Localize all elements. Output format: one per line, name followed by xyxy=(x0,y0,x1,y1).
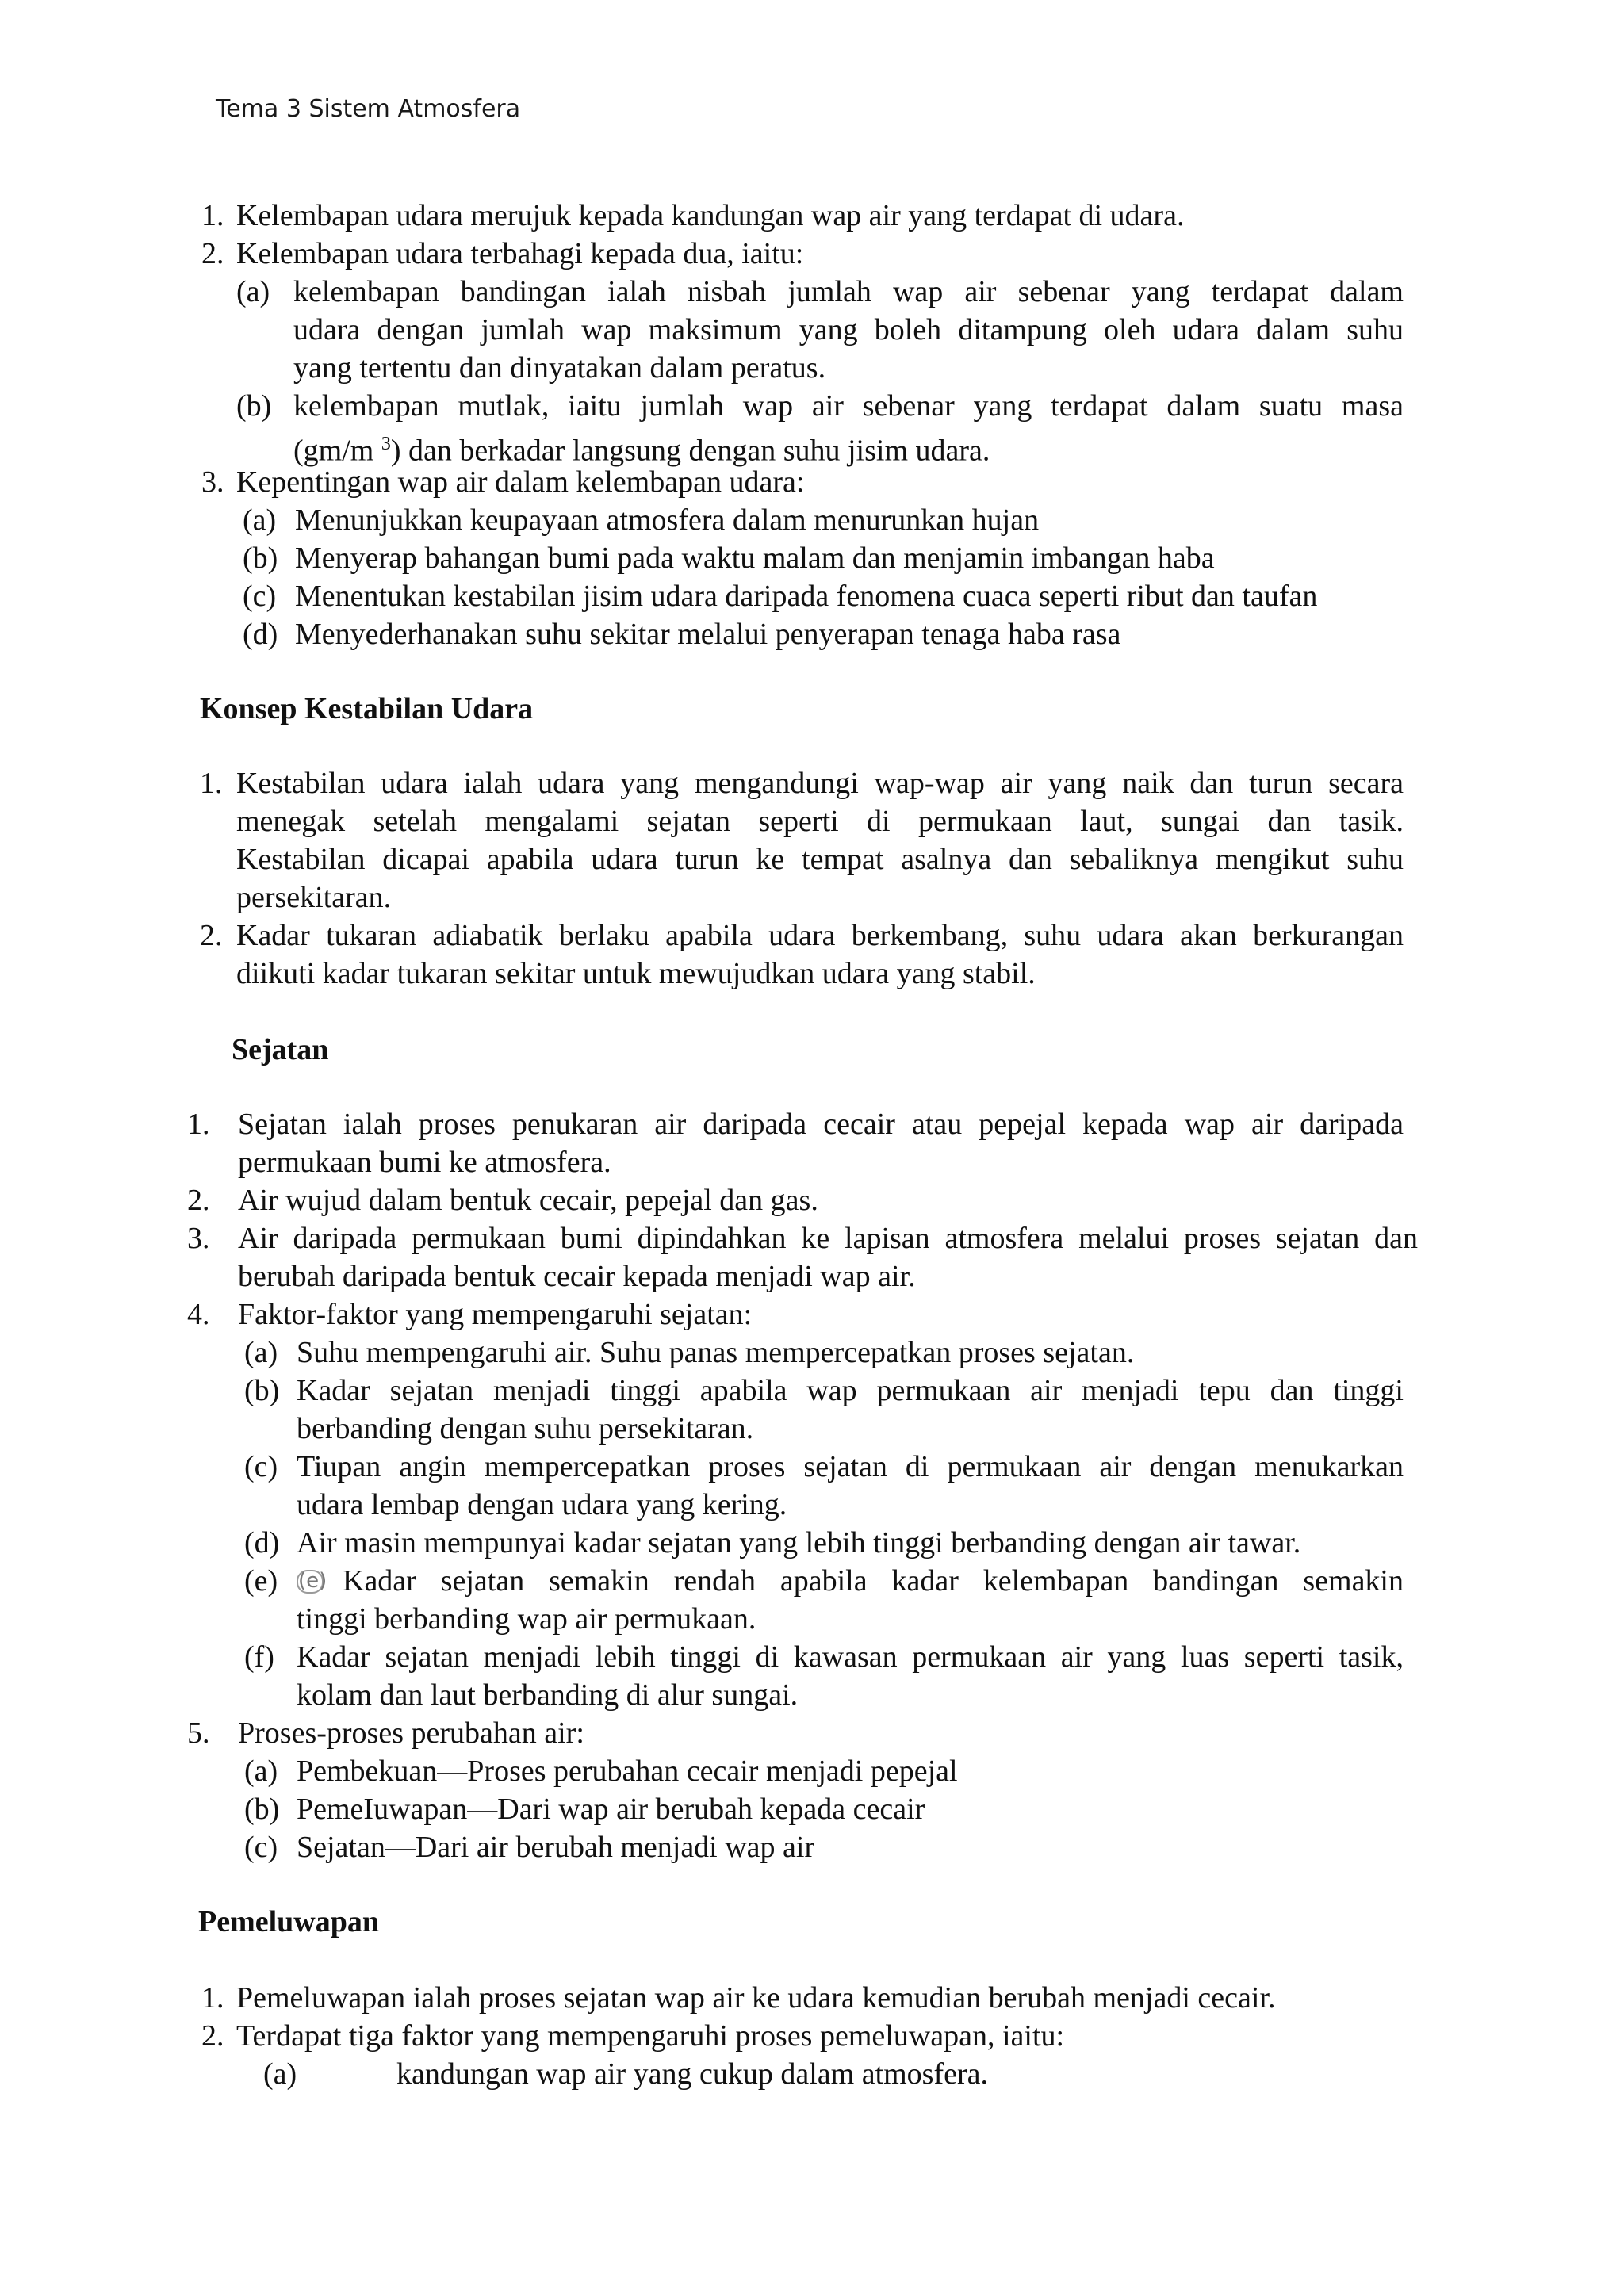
sub-label: (d) xyxy=(244,1526,280,1559)
e-label-icon: (e) xyxy=(298,1569,327,1593)
paragraph-line: yang tertentu dan dinyatakan dalam peratus. xyxy=(293,351,826,385)
paragraph-line: permukaan bumi ke atmosfera. xyxy=(238,1146,611,1179)
sub-label: (a) xyxy=(244,1755,278,1788)
list-item: Menentukan kestabilan jisim udara daripada fenomena cuaca seperti ribut dan taufan xyxy=(295,580,1318,613)
list-number: 5. xyxy=(187,1716,210,1750)
paragraph-line: Faktor-faktor yang mempengaruhi sejatan: xyxy=(238,1298,753,1331)
sub-label: (a) xyxy=(236,275,270,308)
paragraph-line: Kadar sejatan semakin rendah apabila kadar kelembapan bandingan semakin xyxy=(343,1564,1404,1598)
list-number: 1. xyxy=(201,1981,224,2015)
paragraph-line: Pemeluwapan ialah proses sejatan wap air ke udara kemudian berubah menjadi cecair. xyxy=(236,1981,1276,2015)
sub-label: (b) xyxy=(244,1374,280,1407)
sub-label: (c) xyxy=(244,1831,278,1864)
paragraph-line: Air masin mempunyai kadar sejatan yang lebih tinggi berbanding dengan air tawar. xyxy=(297,1526,1301,1559)
paragraph-line: menegak setelah mengalami sejatan seperti di permukaan laut, sungai dan tasik. xyxy=(236,805,1404,838)
list-item: Menyerap bahangan bumi pada waktu malam dan menjamin imbangan haba xyxy=(295,541,1215,575)
sub-label: (f) xyxy=(244,1640,274,1674)
sub-label: (d) xyxy=(243,618,278,651)
list-number: 2. xyxy=(201,2019,224,2053)
section-heading: Konsep Kestabilan Udara xyxy=(200,692,534,725)
page-header: Tema 3 Sistem Atmosfera xyxy=(216,95,521,123)
unit-text: ) dan berkadar langsung dengan suhu jisim udara. xyxy=(390,434,990,468)
sub-label: (e) xyxy=(244,1564,278,1598)
list-item: PemeIuwapan—Dari wap air berubah kepada cecair xyxy=(297,1793,925,1826)
paragraph-line: Sejatan ialah proses penukaran air daripada cecair atau pepejal kepada wap air daripada xyxy=(238,1108,1404,1141)
sub-label: (a) xyxy=(263,2057,297,2091)
section-heading: Pemeluwapan xyxy=(198,1905,379,1938)
paragraph-line: udara lembap dengan udara yang kering. xyxy=(297,1488,787,1521)
paragraph-line: Air wujud dalam bentuk cecair, pepejal dan gas. xyxy=(238,1184,818,1217)
paragraph-line: Kadar tukaran adiabatik berlaku apabila udara berkembang, suhu udara akan berkurangan xyxy=(236,919,1404,952)
paragraph-line: Suhu mempengaruhi air. Suhu panas mempercepatkan proses sejatan. xyxy=(297,1336,1135,1369)
paragraph-line: Kelembapan udara terbahagi kepada dua, iaitu: xyxy=(236,237,804,270)
unit-text: (gm/m xyxy=(293,434,381,468)
paragraph-line: berbanding dengan suhu persekitaran. xyxy=(297,1412,754,1445)
paragraph-line: kelembapan mutlak, iaitu jumlah wap air sebenar yang terdapat dalam suatu masa xyxy=(293,389,1404,423)
sub-label: (a) xyxy=(244,1336,278,1369)
list-item: Pembekuan—Proses perubahan cecair menjadi pepejal xyxy=(297,1755,958,1788)
paragraph-line: Kadar sejatan menjadi tinggi apabila wap permukaan air menjadi tepu dan tinggi xyxy=(297,1374,1404,1407)
list-number: 4. xyxy=(187,1298,210,1331)
list-number: 2. xyxy=(201,237,224,270)
sub-label: (b) xyxy=(243,541,278,575)
paragraph-line: kandungan wap air yang cukup dalam atmosfera. xyxy=(396,2057,989,2091)
sub-label: (a) xyxy=(243,503,277,537)
paragraph-line: Kepentingan wap air dalam kelembapan udara: xyxy=(236,465,805,499)
sub-label: (c) xyxy=(243,580,277,613)
list-number: 1. xyxy=(200,767,223,800)
list-number: 1. xyxy=(187,1108,210,1141)
paragraph-line: kolam dan laut berbanding di alur sungai. xyxy=(297,1678,799,1712)
paragraph-line: kelembapan bandingan ialah nisbah jumlah wap air sebenar yang terdapat dalam xyxy=(293,275,1404,308)
paragraph-line: diikuti kadar tukaran sekitar untuk mewujudkan udara yang stabil. xyxy=(236,957,1036,990)
paragraph-line: Kelembapan udara merujuk kepada kandungan wap air yang terdapat di udara. xyxy=(236,199,1185,232)
list-number: 3. xyxy=(187,1222,210,1255)
paragraph-line: persekitaran. xyxy=(236,881,392,914)
section-heading: Sejatan xyxy=(232,1033,329,1066)
paragraph-line: berubah daripada bentuk cecair kepada menjadi wap air. xyxy=(238,1260,916,1293)
sub-label: (b) xyxy=(236,389,272,423)
paragraph-line: Kadar sejatan menjadi lebih tinggi di kawasan permukaan air yang luas seperti tasik, xyxy=(297,1640,1404,1674)
paragraph-line: Terdapat tiga faktor yang mempengaruhi proses pemeluwapan, iaitu: xyxy=(236,2019,1065,2053)
list-number: 1. xyxy=(201,199,224,232)
list-item: Menyederhanakan suhu sekitar melalui penyerapan tenaga haba rasa xyxy=(295,618,1121,651)
paragraph-line xyxy=(297,1562,328,1600)
list-number: 2. xyxy=(200,919,223,952)
paragraph-line: Kestabilan udara ialah udara yang mengandungi wap-wap air yang naik dan turun secara xyxy=(236,767,1404,800)
paragraph-line: Air daripada permukaan bumi dipindahkan ke lapisan atmosfera melalui proses sejatan dan xyxy=(238,1222,1418,1255)
sub-label: (c) xyxy=(244,1450,278,1483)
paragraph-line: tinggi berbanding wap air permukaan. xyxy=(297,1602,756,1636)
list-number: 3. xyxy=(201,465,224,499)
paragraph-line: udara dengan jumlah wap maksimum yang boleh ditampung oleh udara dalam suhu xyxy=(293,313,1404,346)
paragraph-line: Kestabilan dicapai apabila udara turun ke tempat asalnya dan sebaliknya mengikut suhu xyxy=(236,843,1404,876)
list-item: Menunjukkan keupayaan atmosfera dalam menurunkan hujan xyxy=(295,503,1040,537)
paragraph-line: Proses-proses perubahan air: xyxy=(238,1716,584,1750)
list-item: Sejatan—Dari air berubah menjadi wap air xyxy=(297,1831,815,1864)
sub-label: (b) xyxy=(244,1793,280,1826)
superscript: 3 xyxy=(381,434,391,454)
paragraph-line: Tiupan angin mempercepatkan proses sejatan di permukaan air dengan menukarkan xyxy=(297,1450,1404,1483)
list-number: 2. xyxy=(187,1184,210,1217)
